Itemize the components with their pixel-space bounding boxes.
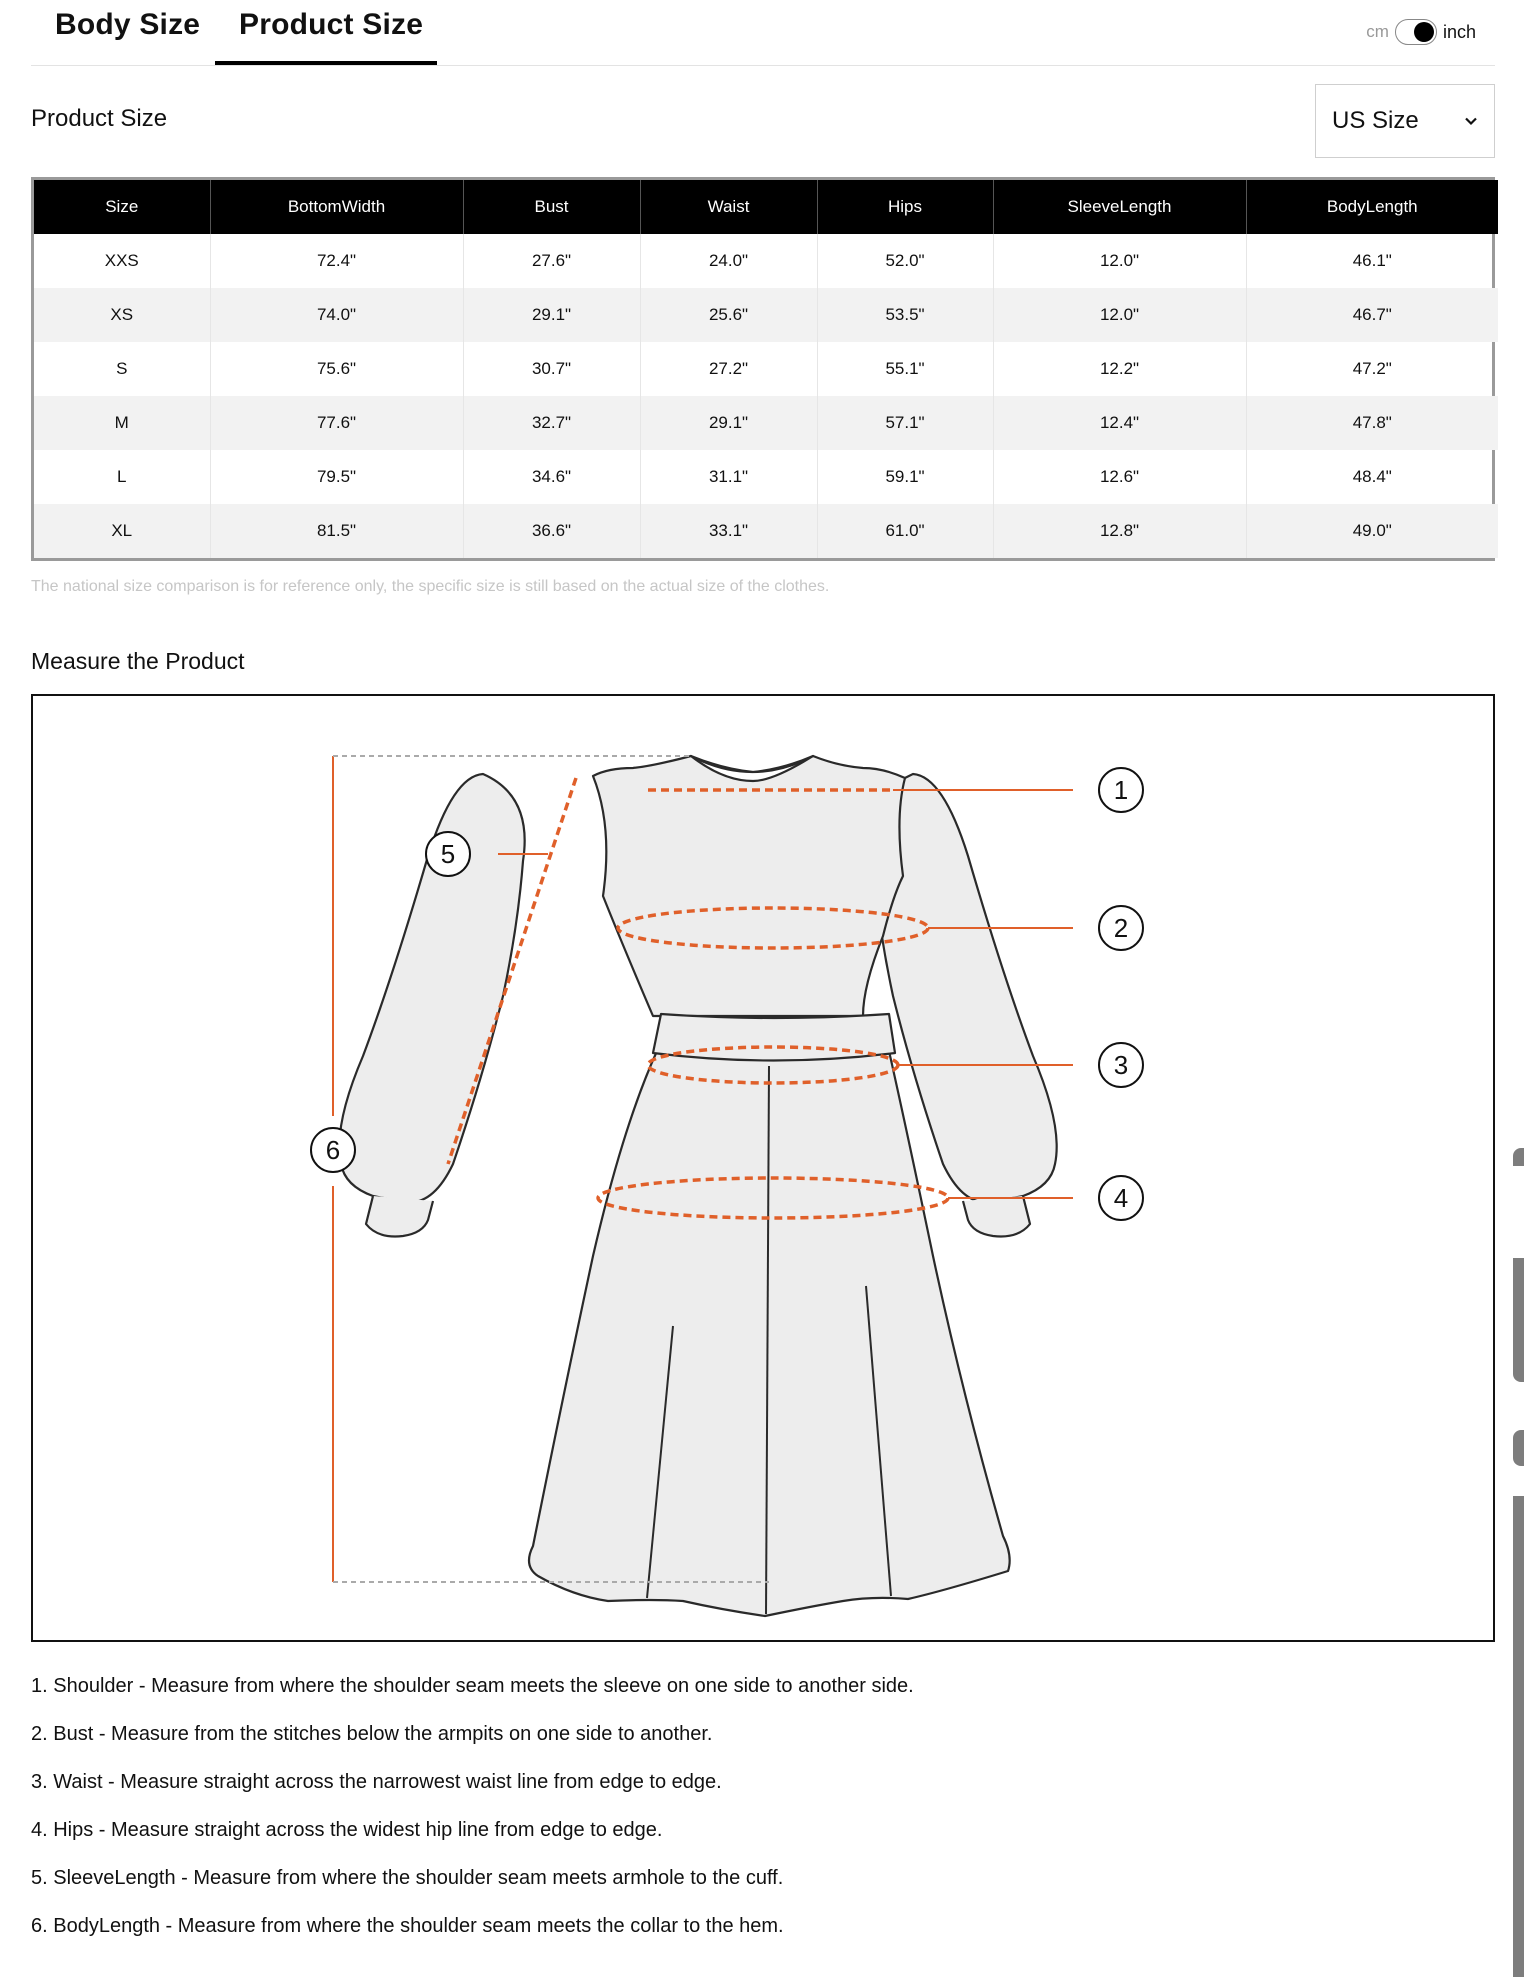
header-bust: Bust — [463, 180, 640, 234]
cell: 61.0" — [817, 504, 993, 558]
switch-knob — [1414, 22, 1434, 42]
unit-switch[interactable] — [1395, 19, 1437, 45]
header-sleevelength: SleeveLength — [993, 180, 1246, 234]
cell: 12.4" — [993, 396, 1246, 450]
scrollbar-fragment[interactable] — [1513, 1148, 1524, 1166]
size-note: The national size comparison is for reference only, the specific size is still based on the actual size of the clothes. — [31, 578, 830, 595]
marker-1: 1 — [1113, 775, 1129, 805]
cell-size: L — [34, 450, 210, 504]
measurement-instructions — [31, 1672, 914, 1960]
marker-6: 6 — [325, 1135, 341, 1165]
cell: 55.1" — [817, 342, 993, 396]
header-hips: Hips — [817, 180, 993, 234]
cell-size: M — [34, 396, 210, 450]
cell: 72.4" — [210, 234, 463, 288]
cell: 53.5" — [817, 288, 993, 342]
instruction-bust: 2. Bust - Measure from the stitches below the armpits on one side to another. — [31, 1723, 713, 1745]
tab-product-size[interactable]: Product Size — [239, 8, 424, 41]
cell-size: S — [34, 342, 210, 396]
table-row — [34, 450, 1498, 504]
cell-size: XS — [34, 288, 210, 342]
instruction-bodylength: 6. BodyLength - Measure from where the shoulder seam meets the collar to the hem. — [31, 1915, 784, 1937]
tab-body-size[interactable]: Body Size — [55, 8, 201, 41]
cell: 24.0" — [640, 234, 817, 288]
cell: 46.7" — [1246, 288, 1498, 342]
measurement-diagram — [31, 694, 1495, 1642]
cell: 12.0" — [993, 234, 1246, 288]
cell: 12.6" — [993, 450, 1246, 504]
cell: 30.7" — [463, 342, 640, 396]
table-header-row — [34, 180, 1498, 234]
cell: 59.1" — [817, 450, 993, 504]
marker-4: 4 — [1113, 1183, 1129, 1213]
table-row — [34, 342, 1498, 396]
instruction-sleevelength: 5. SleeveLength - Measure from where the shoulder seam meets armhole to the cuff. — [31, 1867, 784, 1889]
cell: 48.4" — [1352, 467, 1392, 486]
cell: 77.6" — [210, 396, 463, 450]
unit-toggle — [1366, 19, 1476, 45]
marker-5: 5 — [440, 839, 456, 869]
instruction-shoulder: 1. Shoulder - Measure from where the shoulder seam meets the sleeve on one side to another side. — [31, 1675, 914, 1697]
instruction-hips: 4. Hips - Measure straight across the widest hip line from edge to edge. — [31, 1819, 663, 1841]
cell: 32.7" — [463, 396, 640, 450]
cell: 33.1" — [640, 504, 817, 558]
cell: 31.1" — [640, 450, 817, 504]
cell: 34.6" — [463, 450, 640, 504]
table-row — [34, 396, 1498, 450]
cell: 74.0" — [210, 288, 463, 342]
cell: 29.1" — [640, 396, 817, 450]
table-row — [34, 234, 1498, 288]
cell: 46.1" — [1352, 251, 1392, 270]
header-bodylength: BodyLength — [1246, 180, 1498, 234]
cell: 29.1" — [463, 288, 640, 342]
measure-title: Measure the Product — [31, 648, 245, 674]
cell: 57.1" — [817, 396, 993, 450]
header-waist: Waist — [640, 180, 817, 234]
header-bottomwidth: BottomWidth — [210, 180, 463, 234]
size-select-value: US Size — [1332, 107, 1419, 134]
size-tabs — [31, 0, 1495, 66]
cell: 12.2" — [993, 342, 1246, 396]
chevron-down-icon — [1464, 114, 1478, 128]
cell: 47.8" — [1246, 396, 1498, 450]
cell: 75.6" — [210, 342, 463, 396]
cell: 25.6" — [640, 288, 817, 342]
dress-illustration — [33, 696, 1493, 1640]
cell: 12.8" — [993, 504, 1246, 558]
cell-size: XL — [34, 504, 210, 558]
header-size: Size — [34, 180, 210, 234]
scrollbar-fragment[interactable] — [1513, 1258, 1524, 1382]
marker-3: 3 — [1113, 1050, 1129, 1080]
size-table — [31, 177, 1495, 561]
size-system-select[interactable] — [1315, 84, 1495, 158]
cell: 36.6" — [463, 504, 640, 558]
cell: 27.6" — [463, 234, 640, 288]
cell: 79.5" — [210, 450, 463, 504]
scrollbar-fragment[interactable] — [1513, 1430, 1524, 1466]
table-row — [34, 288, 1498, 342]
instruction-waist: 3. Waist - Measure straight across the narrowest waist line from edge to edge. — [31, 1771, 722, 1793]
cell: 27.2" — [640, 342, 817, 396]
unit-cm-label[interactable]: cm — [1366, 22, 1389, 41]
scrollbar-thumb[interactable] — [1513, 1496, 1524, 1977]
unit-inch-label[interactable]: inch — [1442, 21, 1476, 42]
cell: 12.0" — [993, 288, 1246, 342]
cell: 81.5" — [210, 504, 463, 558]
cell: 52.0" — [817, 234, 993, 288]
cell: 47.2" — [1352, 359, 1392, 378]
active-tab-indicator — [215, 61, 437, 65]
table-row — [34, 504, 1498, 558]
section-title: Product Size — [31, 105, 168, 132]
cell-size: XXS — [34, 234, 210, 288]
marker-2: 2 — [1113, 913, 1129, 943]
cell: 49.0" — [1246, 504, 1498, 558]
